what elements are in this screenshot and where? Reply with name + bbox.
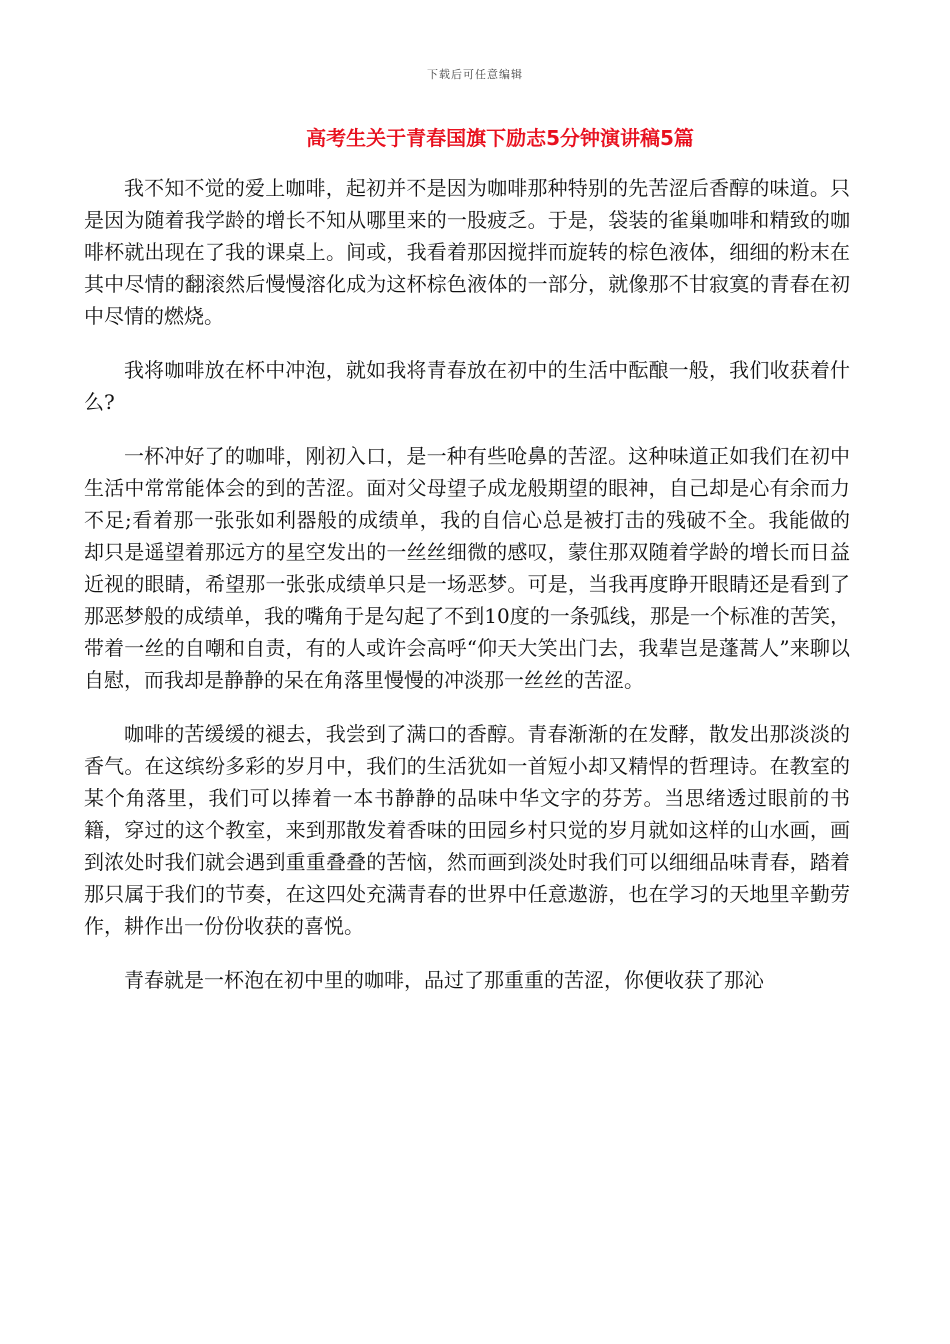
paragraph-1: 我不知不觉的爱上咖啡，起初并不是因为咖啡那种特别的先苦涩后香醇的味道。只是因为随着我学龄的增长不知从哪里来的一股疲乏。于是，袋装的雀巢咖啡和精致的咖啡杯就出现在了我的课桌上。间或，我看着那因搅拌而旋转的棕色液体，细细的粉末在其中尽情的翻滚然后慢慢溶化成为这杯棕色液体的一部分，就像那不甘寂寞的青春在初中尽情的燃烧。 bbox=[84, 176, 850, 328]
article-body bbox=[84, 172, 850, 996]
paragraph-5: 青春就是一杯泡在初中里的咖啡，品过了那重重的苦涩，你便收获了那沁 bbox=[124, 968, 764, 992]
page-title: 高考生关于青春国旗下励志5分钟演讲稿5篇 bbox=[306, 126, 694, 150]
download-note: 下载后可任意编辑 bbox=[427, 68, 523, 81]
paragraph-4: 咖啡的苦缓缓的褪去，我尝到了满口的香醇。青春渐渐的在发酵，散发出那淡淡的香气。在这缤纷多彩的岁月中，我们的生活犹如一首短小却又精悍的哲理诗。在教室的某个角落里，我们可以捧着一本书静静的品味中华文字的芬芳。当思绪透过眼前的书籍，穿过的这个教室，来到那散发着香味的田园乡村只觉的岁月就如这样的山水画，画到浓处时我们就会遇到重重叠叠的苦恼，然而画到淡处时我们可以细细品味青春，踏着那只属于我们的节奏，在这四处充满青春的世界中任意遨游，也在学习的天地里辛勤劳作，耕作出一份份收获的喜悦。 bbox=[84, 722, 850, 938]
paragraph-2: 我将咖啡放在杯中冲泡，就如我将青春放在初中的生活中酝酿一般，我们收获着什么? bbox=[84, 358, 850, 414]
paragraph-3: 一杯冲好了的咖啡，刚初入口，是一种有些呛鼻的苦涩。这种味道正如我们在初中生活中常常能体会的到的苦涩。面对父母望子成龙般期望的眼神，自己却是心有余而力不足;看着那一张张如利器般的成绩单，我的自信心总是被打击的残破不全。我能做的却只是遥望着那远方的星空发出的一丝丝细微的感叹，蒙住那双随着学龄的增长而日益近视的眼睛，希望那一张张成绩单只是一场恶梦。可是，当我再度睁开眼睛还是看到了那恶梦般的成绩单，我的嘴角于是勾起了不到10度的一条弧线，那是一个标准的苦笑，带着一丝的自嘲和自责，有的人或许会高呼“仰天大笑出门去，我辈岂是蓬蒿人”来聊以自慰，而我却是静静的呆在角落里慢慢的冲淡那一丝丝的苦涩。 bbox=[84, 444, 850, 692]
